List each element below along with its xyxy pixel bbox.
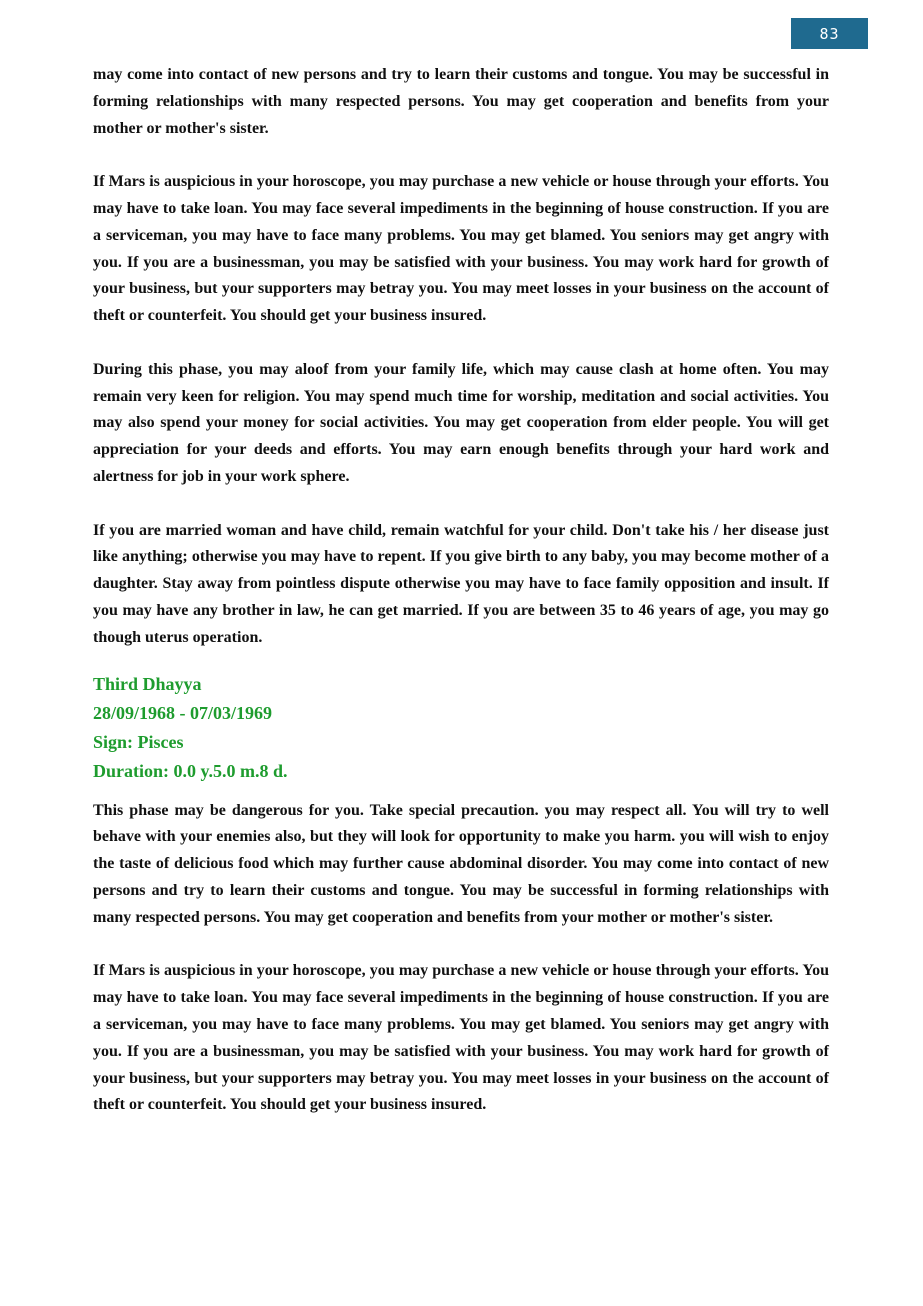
paragraph: During this phase, you may aloof from your family life, which may cause clash at home often. You may remain very keen for religion. You may spend much time for worship, meditation and social activities. You may also spend your money for social activities. You may get cooperation from elder people. You will get appreciation for your deeds and efforts. You may earn enough benefits through your hard work and alertness for job in your work sphere. bbox=[93, 360, 829, 485]
section-sign: Sign: Pisces bbox=[93, 731, 184, 752]
section-dates: 28/09/1968 - 07/03/1969 bbox=[93, 702, 272, 723]
paragraph: If you are married woman and have child, remain watchful for your child. Don't take his / her disease just like anything; otherwise you may have to repent. If you give birth to any baby, you may become mother of a daughter. Stay away from pointless dispute otherwise you may have to face family opposition and insult. If you may have any brother in law, he can get married. If you are between 35 to 46 years of age, you may go though uterus operation. bbox=[93, 521, 829, 646]
dhayya-section-header bbox=[93, 670, 829, 786]
section-title: Third Dhayya bbox=[93, 673, 202, 694]
paragraph: This phase may be dangerous for you. Take special precaution. you may respect all. You will try to well behave with your enemies also, but they will look for opportunity to make you harm. you will wish to enjoy the taste of delicious food which may further cause abdominal disorder. You may come into contact of new persons and try to learn their customs and tongue. You may be successful in forming relationships with many respected persons. You may get cooperation and benefits from your mother or mother's sister. bbox=[93, 801, 829, 926]
paragraph: If Mars is auspicious in your horoscope, you may purchase a new vehicle or house through your efforts. You may have to take loan. You may face several impediments in the beginning of house construction. If you are a serviceman, you may have to face many problems. You may get blamed. You seniors may get angry with you. If you are a businessman, you may be satisfied with your business. You may work hard for growth of your business, but your supporters may betray you. You may meet losses in your business on the account of theft or counterfeit. You should get your business insured. bbox=[93, 962, 829, 1114]
page-content bbox=[93, 62, 829, 1119]
page-number-badge: 83 bbox=[791, 18, 868, 49]
section-duration: Duration: 0.0 y.5.0 m.8 d. bbox=[93, 760, 288, 781]
paragraph: may come into contact of new persons and try to learn their customs and tongue. You may be successful in forming relationships with many respected persons. You may get cooperation and benefits from your mother or mother's sister. bbox=[93, 66, 829, 137]
paragraph: If Mars is auspicious in your horoscope, you may purchase a new vehicle or house through your efforts. You may have to take loan. You may face several impediments in the beginning of house construction. If you are a serviceman, you may have to face many problems. You may get blamed. You seniors may get angry with you. If you are a businessman, you may be satisfied with your business. You may work hard for growth of your business, but your supporters may betray you. You may meet losses in your business on the account of theft or counterfeit. You should get your business insured. bbox=[93, 173, 829, 325]
